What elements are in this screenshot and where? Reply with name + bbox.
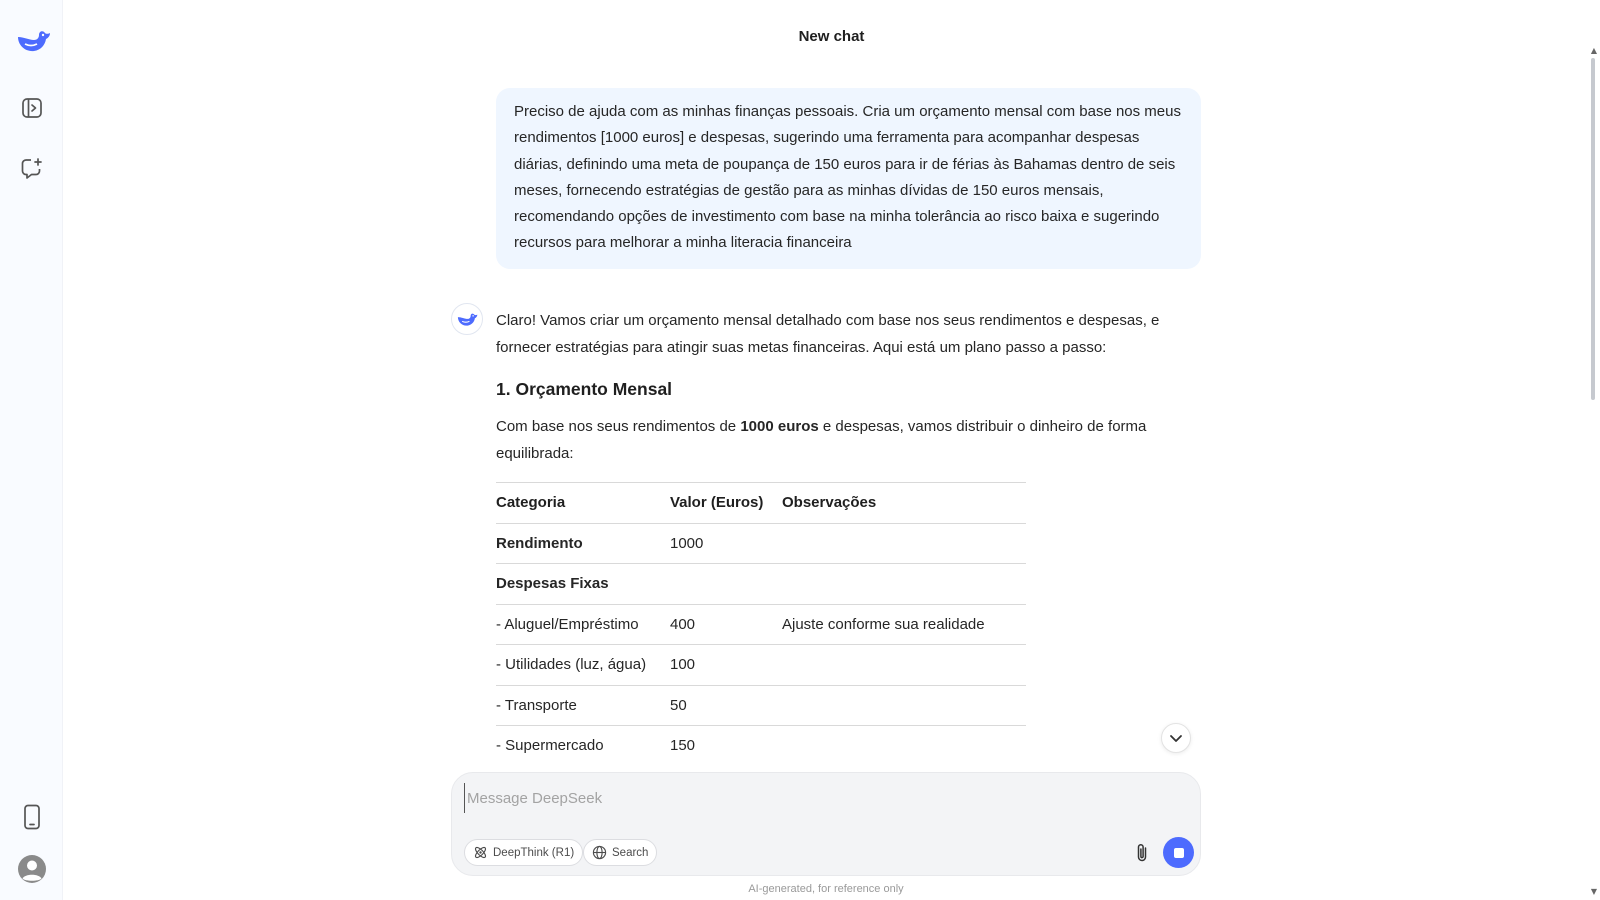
cell-observacoes [782, 564, 1026, 605]
cell-valor: 150 [670, 726, 782, 767]
table-row [496, 726, 1026, 767]
cell-categoria: - Utilidades (luz, água) [496, 645, 670, 686]
table-row [496, 645, 1026, 686]
cell-observacoes [782, 523, 1026, 564]
header-observacoes: Observações [782, 483, 1026, 524]
header-valor: Valor (Euros) [670, 483, 782, 524]
paragraph-text-end: e despesas, vamos distribuir o dinheiro de forma equilibrada: [496, 418, 1147, 462]
scroll-to-bottom-button[interactable] [1161, 723, 1191, 753]
assistant-avatar [451, 303, 483, 335]
paperclip-icon [1133, 842, 1151, 864]
chevron-down-icon [1168, 730, 1184, 746]
message-input[interactable] [464, 783, 1184, 813]
cell-valor [670, 564, 782, 605]
deepthink-label: DeepThink (R1) [493, 846, 575, 859]
table-header-row [496, 483, 1026, 524]
table-row [496, 604, 1026, 645]
cell-valor: 100 [670, 645, 782, 686]
assistant-paragraph [496, 413, 1186, 467]
assistant-logo-icon [456, 311, 478, 328]
mobile-app-icon[interactable] [15, 800, 49, 834]
globe-icon [592, 845, 607, 860]
section-title: 1. Orçamento Mensal [496, 379, 673, 399]
budget-table [496, 482, 1026, 767]
assistant-intro: Claro! Vamos criar um orçamento mensal detalhado com base nos seus rendimentos e despesas, e fornecer estratégias para atingir suas metas financeiras. Aqui está um plano passo a passo: [496, 312, 1160, 356]
scroll-up-arrow-icon[interactable]: ▲ [1590, 46, 1597, 55]
stop-generation-button[interactable] [1163, 837, 1194, 868]
page-title: New chat [798, 28, 865, 45]
deepthink-toggle-button[interactable] [464, 839, 583, 866]
search-toggle-button[interactable] [583, 839, 657, 866]
profile-icon[interactable] [15, 852, 49, 886]
cell-observacoes [782, 645, 1026, 686]
scroll-down-arrow-icon[interactable]: ▼ [1590, 887, 1597, 896]
user-message: Preciso de ajuda com as minhas finanças pessoais. Cria um orçamento mensal com base nos meus rendimentos [1000 euros] e despesas, sugerindo uma ferramenta para acompanhar despesas diárias, definindo uma meta de poupança de 150 euros para ir de férias às Bahamas dentro de seis meses, fornecendo estratégias de gestão para as minhas dívidas de 150 euros mensais, recomendando opções de investimento com base na minha tolerância ao risco baixa e sugerindo recursos para melhorar a minha literacia financeira [496, 88, 1201, 269]
cell-categoria: Rendimento [496, 523, 670, 564]
paragraph-text-start: Com base nos seus rendimentos de [496, 418, 741, 435]
cell-observacoes [782, 726, 1026, 767]
cell-observacoes [782, 685, 1026, 726]
atom-icon [473, 845, 488, 860]
message-composer [451, 772, 1201, 876]
cell-observacoes: Ajuste conforme sua realidade [782, 604, 1026, 645]
cell-categoria: - Supermercado [496, 726, 670, 767]
new-chat-icon[interactable] [15, 152, 49, 186]
scrollbar-thumb[interactable] [1591, 58, 1595, 400]
cell-categoria: - Aluguel/Empréstimo [496, 604, 670, 645]
header-categoria: Categoria [496, 483, 670, 524]
assistant-message [496, 307, 1186, 767]
stop-icon [1174, 848, 1184, 858]
cell-valor: 400 [670, 604, 782, 645]
cell-categoria: Despesas Fixas [496, 564, 670, 605]
toggle-sidebar-icon[interactable] [15, 91, 49, 125]
table-row [496, 523, 1026, 564]
cell-valor: 50 [670, 685, 782, 726]
table-row [496, 564, 1026, 605]
scrollbar[interactable] [1586, 0, 1600, 900]
attach-file-button[interactable] [1128, 839, 1156, 867]
cell-valor: 1000 [670, 523, 782, 564]
search-label: Search [612, 846, 649, 859]
table-row [496, 685, 1026, 726]
ai-disclaimer: AI-generated, for reference only [748, 883, 904, 895]
left-rail [0, 0, 63, 900]
paragraph-bold-amount: 1000 euros [740, 418, 819, 435]
cell-categoria: - Transporte [496, 685, 670, 726]
